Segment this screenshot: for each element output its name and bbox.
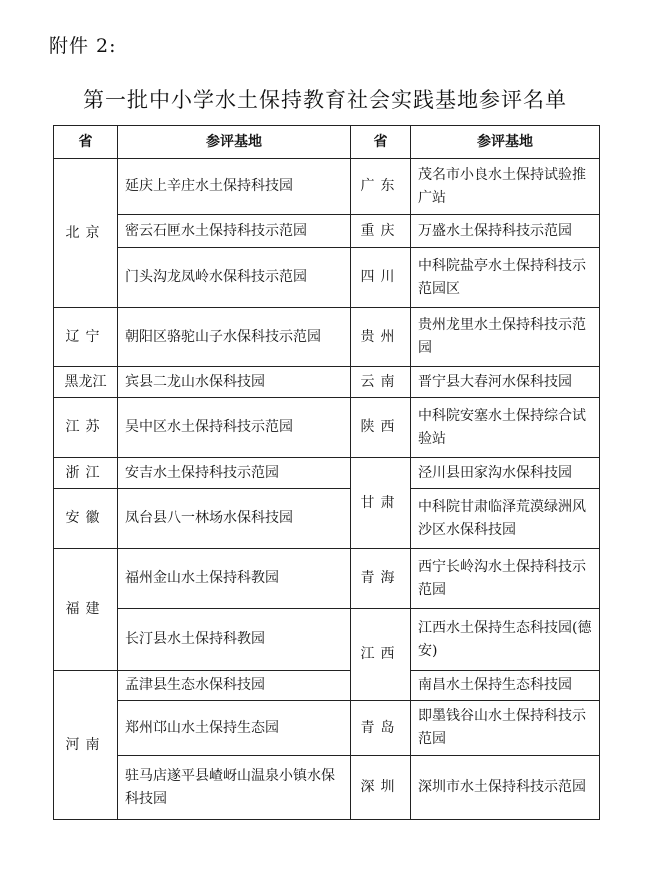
table-header-row — [54, 126, 600, 159]
province-cell: 北京 — [54, 159, 118, 308]
base-cell: 吴中区水土保持科技示范园 — [118, 398, 351, 458]
base-cell: 安吉水土保持科技示范园 — [118, 458, 351, 489]
province-cell: 甘肃 — [351, 458, 411, 549]
base-cell: 郑州邙山水土保持生态园 — [118, 701, 351, 756]
province-cell: 浙江 — [54, 458, 118, 489]
base-cell: 密云石匣水土保持科技示范园 — [118, 215, 351, 248]
province-cell: 辽宁 — [54, 308, 118, 367]
base-cell: 南昌水土保持生态科技园 — [411, 671, 600, 701]
base-cell: 长汀县水土保持科教园 — [118, 609, 351, 671]
table-row — [54, 549, 600, 609]
table-row — [54, 701, 600, 756]
province-cell: 青海 — [351, 549, 411, 609]
nomination-table — [53, 125, 600, 820]
province-cell: 江西 — [351, 609, 411, 701]
table-row — [54, 215, 600, 248]
table-row — [54, 458, 600, 489]
province-cell: 河南 — [54, 671, 118, 820]
base-cell: 福州金山水土保持科教园 — [118, 549, 351, 609]
province-cell: 云南 — [351, 367, 411, 398]
base-cell: 西宁长岭沟水土保持科技示范园 — [411, 549, 600, 609]
table-row — [54, 159, 600, 215]
table-row — [54, 609, 600, 671]
table-row — [54, 756, 600, 820]
base-cell: 门头沟龙凤岭水保科技示范园 — [118, 248, 351, 308]
base-cell: 中科院盐亭水土保持科技示范园区 — [411, 248, 600, 308]
province-cell: 四川 — [351, 248, 411, 308]
table-row — [54, 367, 600, 398]
header-province: 省 — [351, 126, 411, 159]
province-cell: 黑龙江 — [54, 367, 118, 398]
province-cell: 江苏 — [54, 398, 118, 458]
base-cell: 朝阳区骆驼山子水保科技示范园 — [118, 308, 351, 367]
province-cell: 广东 — [351, 159, 411, 215]
base-cell: 深圳市水土保持科技示范园 — [411, 756, 600, 820]
attachment-label: 附件 2: — [49, 35, 117, 57]
header-province: 省 — [54, 126, 118, 159]
province-cell: 青岛 — [351, 701, 411, 756]
province-cell: 重庆 — [351, 215, 411, 248]
base-cell: 万盛水土保持科技示范园 — [411, 215, 600, 248]
base-cell: 凤台县八一林场水保科技园 — [118, 489, 351, 549]
province-cell: 安徽 — [54, 489, 118, 549]
base-cell: 茂名市小良水土保持试验推广站 — [411, 159, 600, 215]
province-cell: 福建 — [54, 549, 118, 671]
table-row — [54, 248, 600, 308]
table-row — [54, 308, 600, 367]
base-cell: 即墨钱谷山水土保持科技示范园 — [411, 701, 600, 756]
base-cell: 驻马店遂平县嵖岈山温泉小镇水保科技园 — [118, 756, 351, 820]
base-cell: 中科院安塞水土保持综合试验站 — [411, 398, 600, 458]
table-row — [54, 489, 600, 549]
province-cell: 深圳 — [351, 756, 411, 820]
province-cell: 陕西 — [351, 398, 411, 458]
base-cell: 江西水土保持生态科技园(德安) — [411, 609, 600, 671]
header-base: 参评基地 — [411, 126, 600, 159]
document-title: 第一批中小学水土保持教育社会实践基地参评名单 — [83, 88, 567, 112]
base-cell: 宾县二龙山水保科技园 — [118, 367, 351, 398]
base-cell: 泾川县田家沟水保科技园 — [411, 458, 600, 489]
province-cell: 贵州 — [351, 308, 411, 367]
table-row — [54, 671, 600, 701]
header-base: 参评基地 — [118, 126, 351, 159]
base-cell: 中科院甘肃临泽荒漠绿洲风沙区水保科技园 — [411, 489, 600, 549]
base-cell: 延庆上辛庄水土保持科技园 — [118, 159, 351, 215]
base-cell: 孟津县生态水保科技园 — [118, 671, 351, 701]
table-row — [54, 398, 600, 458]
base-cell: 晋宁县大春河水保科技园 — [411, 367, 600, 398]
base-cell: 贵州龙里水土保持科技示范园 — [411, 308, 600, 367]
